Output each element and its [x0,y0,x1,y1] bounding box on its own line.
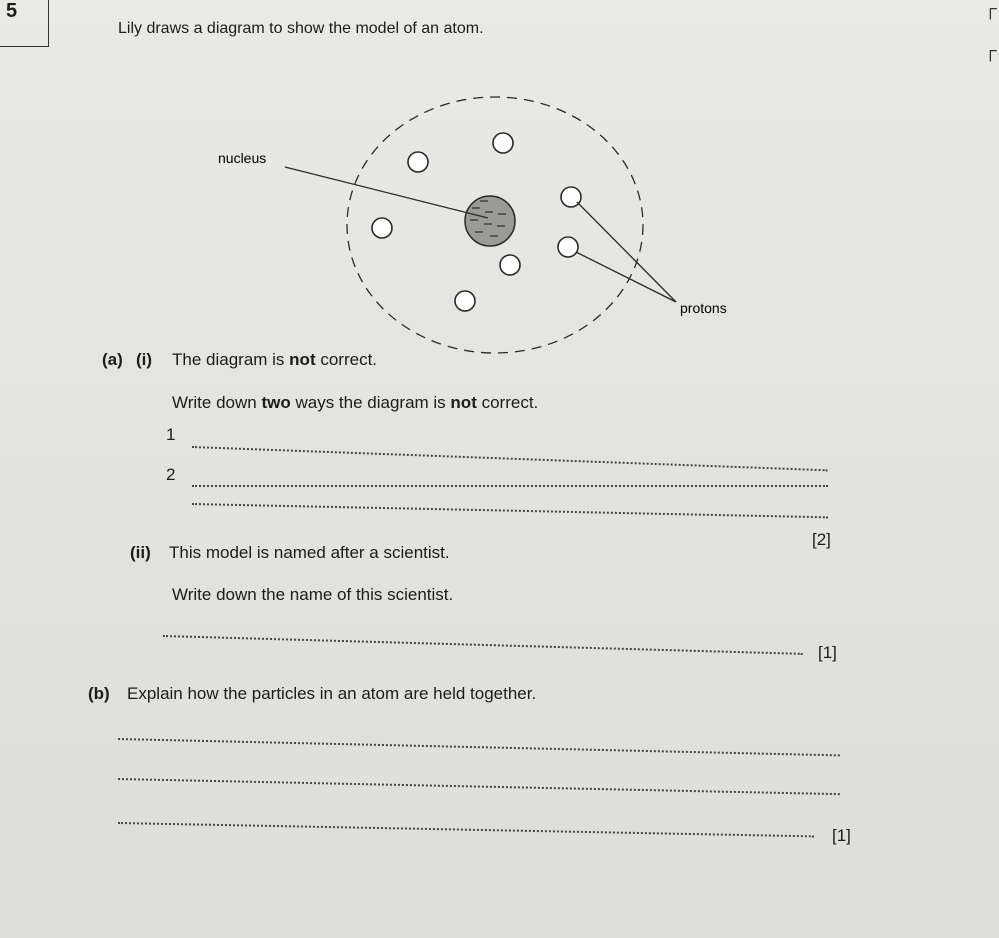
particle-circle [493,133,513,153]
answer-2-number: 2 [166,465,176,484]
nucleus-pointer-line [285,167,488,218]
part-a-i-marks: [2] [812,530,831,549]
answer-2-line[interactable] [192,485,828,487]
protons-pointer-line-2 [576,252,676,302]
particle-circle [558,237,578,257]
answer-1-number: 1 [166,425,176,444]
answer-1-line[interactable] [192,446,828,471]
part-b-label: (b) [88,684,110,703]
particle-circle [561,187,581,207]
part-b-answer-line-3[interactable] [118,822,814,837]
protons-label: protons [680,300,727,316]
part-a-ii-label: (ii) [130,543,151,562]
part-a-ii-instruction: Write down the name of this scientist. [172,585,454,604]
part-b-question: Explain how the particles in an atom are held together. [127,684,537,703]
particle-circle [408,152,428,172]
particle-circle [372,218,392,238]
scientist-answer-line[interactable] [163,635,803,655]
corner-mark-2: ┌ [984,40,997,60]
part-b-answer-line-1[interactable] [118,738,840,756]
corner-mark-1: ┌ [984,0,997,18]
particle-circle [500,255,520,275]
atom-diagram [0,0,999,380]
particle-circle [455,291,475,311]
nucleus-circle [465,196,515,246]
part-a-i-instruction: Write down two ways the diagram is not correct. [172,393,539,412]
protons-pointer-line-1 [577,202,676,302]
question-number: 5 [6,0,18,22]
part-a-label: (a) [102,350,123,369]
part-b-answer-line-2[interactable] [118,778,840,795]
part-a-ii-marks: [1] [818,643,837,662]
part-b-marks: [1] [832,826,851,845]
intro-text: Lily draws a diagram to show the model of an atom. [118,20,484,37]
part-a-i-statement: The diagram is not correct. [172,350,378,369]
answer-2-extra-line[interactable] [192,503,828,518]
part-a-ii-statement: This model is named after a scientist. [169,543,450,562]
nucleus-label: nucleus [218,150,267,166]
part-a-i-label: (i) [136,350,153,369]
